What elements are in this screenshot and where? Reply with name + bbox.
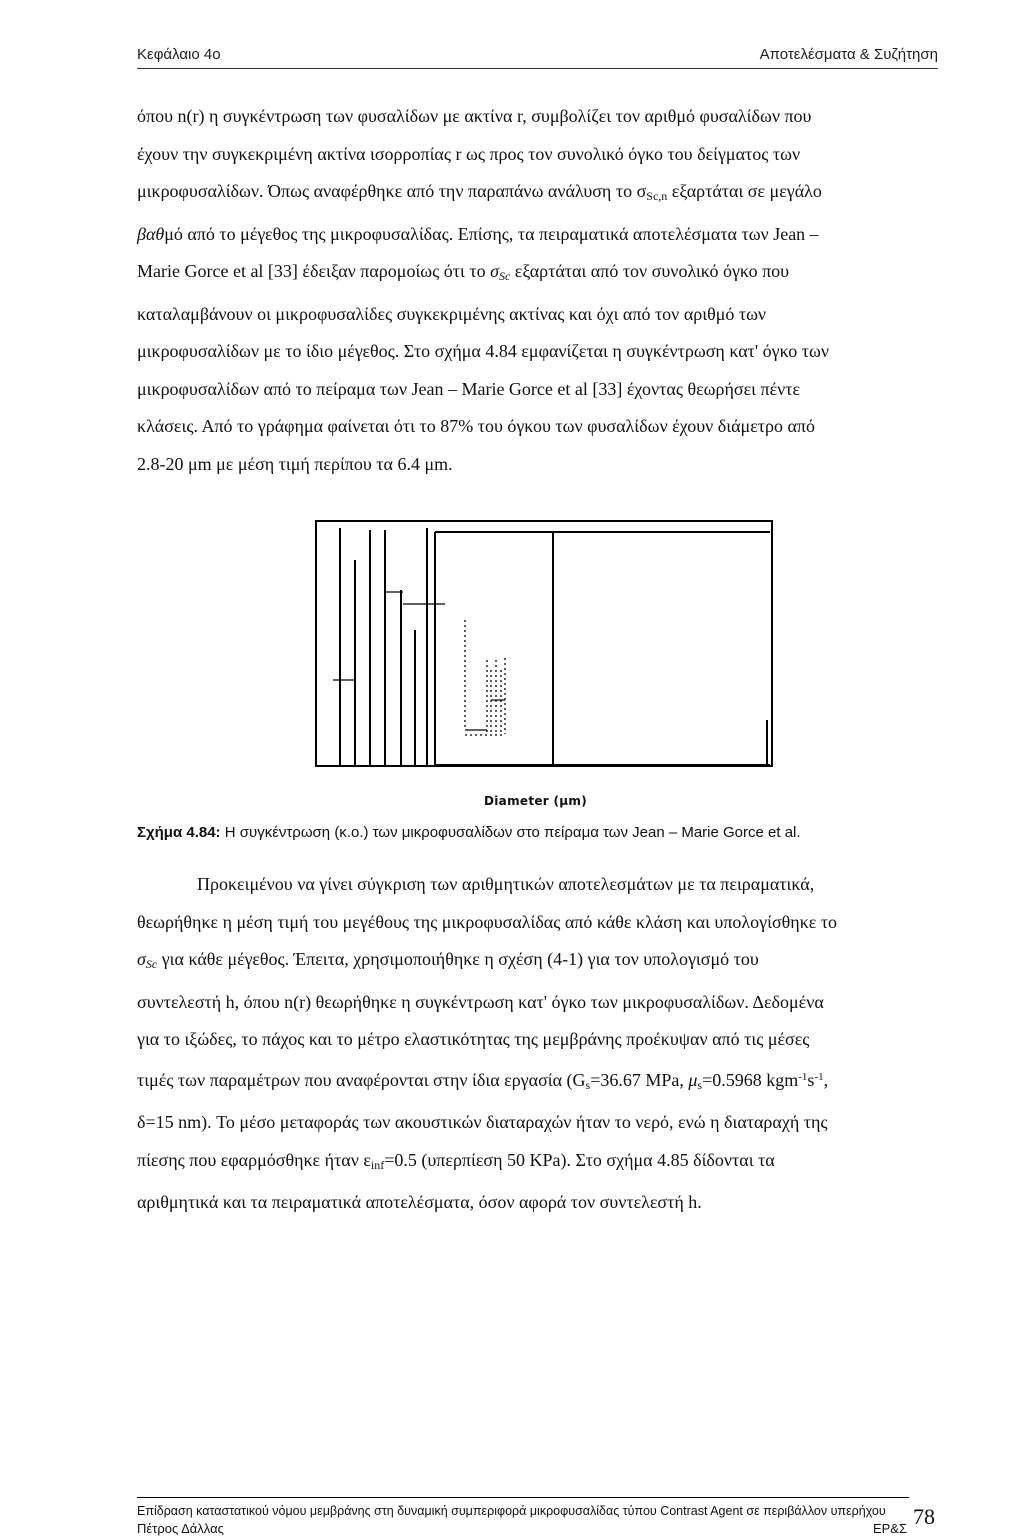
figure-caption: Σχήμα 4.84: Η συγκέντρωση (κ.ο.) των μικροφυσαλίδων στο πείραμα των Jean – Marie Gorce et al.	[137, 824, 801, 841]
text-line: αριθμητικά και τα πειραματικά αποτελέσματα, όσον αφορά τον συντελεστή h.	[137, 1192, 702, 1212]
text-line: μικροφυσαλίδων από το πείραμα των Jean – Marie Gorce et al [33] έχοντας θεωρήσει πέντε	[137, 378, 801, 399]
page-number: 78	[913, 1504, 935, 1529]
text-line: πίεσης που εφαρμόσθηκε ήταν $\varepsilon_{inf}=0.5$ (υπερπίεση 50 KPa). Στο σχήμα 4.85 δίδονται τα	[137, 1149, 775, 1172]
text-line: μικροφυσαλίδων. Όπως αναφέρθηκε από την παραπάνω ανάλυση το $\sigma_{Sc,n}$ εξαρτάται σε μεγάλο	[137, 181, 822, 203]
figure-x-axis-label: Diameter (μm)	[484, 794, 587, 808]
text-line: συντελεστή h, όπου n(r) θεωρήθηκε η συγκέντρωση κατ' όγκο των μικροφυσαλίδων. Δεδομένα	[137, 991, 824, 1012]
text-line: τιμές των παραμέτρων που αναφέρονται στην ίδια εργασία ($G_s=36.67$ MPa, $\mu_s=0.5968$ $kgm^{-1}s^{-1}$,	[137, 1069, 829, 1092]
footer-author: Πέτρος Δάλλας	[137, 1521, 224, 1536]
footer-rule	[137, 1497, 909, 1498]
footer-thesis-title: Επίδραση καταστατικού νόμου μεμβράνης στη δυναμική συμπεριφορά μικροφυσαλίδας τύπου Contrast Agent σε περιβάλλον υπερήχου	[137, 1504, 886, 1518]
text-line: Marie Gorce et al [33] έδειξαν παρομοίως ότι το $\sigma_{Sc}$ εξαρτάται από τον συνολικό όγκο που	[137, 261, 790, 283]
running-header-section: Αποτελέσματα & Συζήτηση	[759, 46, 938, 63]
text-line: Προκειμένου να γίνει σύγκριση των αριθμητικών αποτελεσμάτων με τα πειραματικά,	[197, 874, 815, 894]
text-line: καταλαμβάνουν οι μικροφυσαλίδες συγκεκριμένης ακτίνας και όχι από τον αριθμό των	[137, 303, 767, 324]
paragraph-2	[137, 866, 938, 1222]
page-footer	[137, 1503, 907, 1537]
text-line: μικροφυσαλίδων με το ίδιο μέγεθος. Στο σχήμα 4.84 εμφανίζεται η συγκέντρωση κατ' όγκο των	[137, 341, 829, 361]
text-line: βαθμό από το μέγεθος της μικροφυσαλίδας. Επίσης, τα πειραματικά αποτελέσματα των Jean –	[137, 223, 819, 244]
text-line: όπου n(r) η συγκέντρωση των φυσαλίδων με ακτίνα r, συμβολίζει τον αριθμό φυσαλίδων που	[137, 106, 812, 126]
text-line: για το ιξώδες, το πάχος και το μέτρο ελαστικότητας της μεμβράνης προέκυψαν από τις μέσες	[137, 1029, 810, 1049]
running-header-chapter: Κεφάλαιο 4ο	[137, 46, 221, 63]
text-line: έχουν την συγκεκριμένη ακτίνα ισορροπίας r ως προς τον συνολικό όγκο του δείγματος των	[137, 143, 801, 164]
text-line: 2.8-20 μm με μέση τιμή περίπου τα 6.4 μm.	[137, 453, 453, 474]
paragraph-1	[137, 98, 938, 483]
header-rule	[137, 68, 938, 69]
figure-4-84-chart	[315, 520, 775, 770]
text-line: θεωρήθηκε η μέση τιμή του μεγέθους της μικροφυσαλίδας από κάθε κλάση και υπολογίσθηκε το	[137, 911, 838, 932]
text-line: δ=15 nm). Το μέσο μεταφοράς των ακουστικών διαταραχών ήταν το νερό, ενώ η διαταραχή της	[137, 1112, 828, 1132]
text-line: κλάσεις. Από το γράφημα φαίνεται ότι το 87% του όγκου των φυσαλίδων έχουν διάμετρο από	[137, 416, 815, 436]
text-line: $\sigma_{Sc}$ για κάθε μέγεθος. Έπειτα, χρησιμοποιήθηκε η σχέση (4-1) για τον υπολογισμό του	[137, 949, 759, 971]
footer-department: ΕΡ&Σ	[872, 1521, 907, 1536]
